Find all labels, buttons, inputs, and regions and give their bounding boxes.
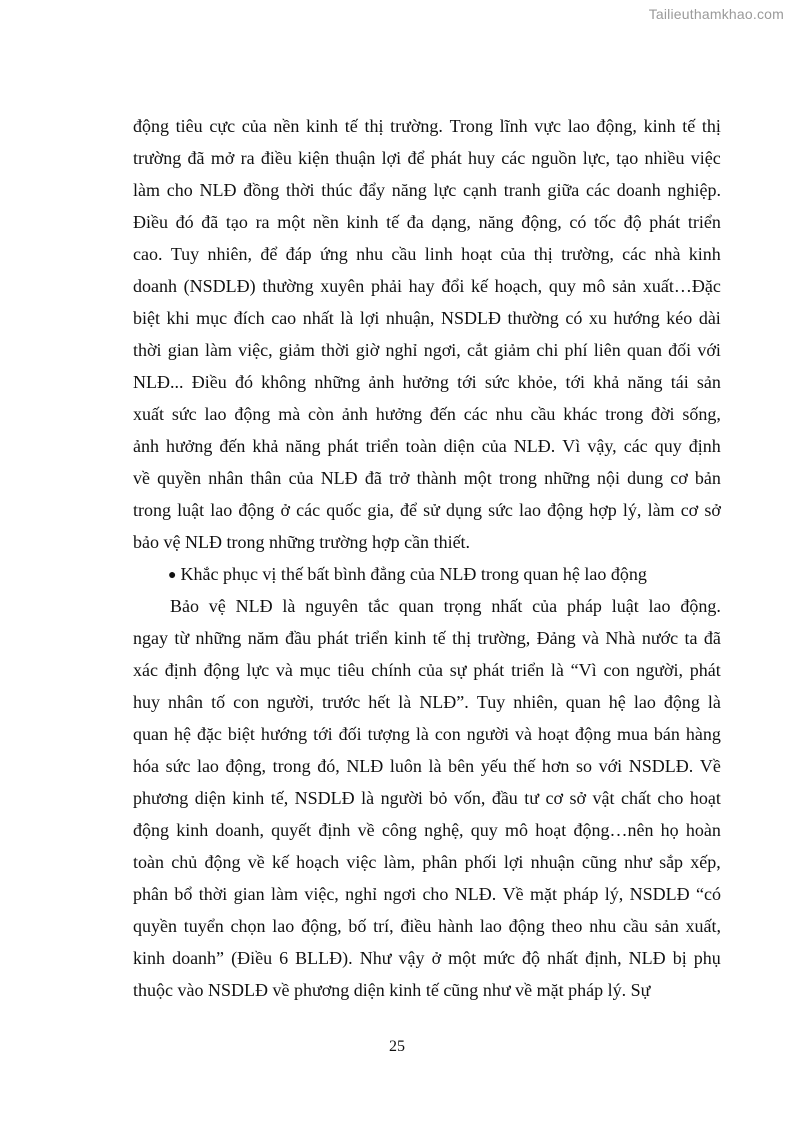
text-line: Điều đó đã tạo ra một nền kinh tế đa dạng, năng động, có tốc độ phát triển (133, 212, 721, 232)
text-line: phương diện kinh tế, NSDLĐ là người bỏ vốn, đầu tư cơ sở vật chất cho hoạt (133, 788, 721, 808)
text-line: quyền tuyển chọn lao động, bố trí, điều hành lao động theo nhu cầu sản xuất, (133, 916, 721, 936)
document-body (133, 113, 721, 1009)
text-line: trường đã mở ra điều kiện thuận lợi để phát huy các nguồn lực, tạo nhiều việc (133, 148, 721, 168)
text-line: kinh doanh” (Điều 6 BLLĐ). Như vậy ở một mức độ nhất định, NLĐ bị phụ (133, 948, 721, 968)
text-line: quan hệ đặc biệt hướng tới đối tượng là con người và hoạt động mua bán hàng (133, 724, 721, 744)
text-line: ảnh hưởng đến khả năng phát triển toàn diện của NLĐ. Vì vậy, các quy định (133, 436, 721, 456)
text-line: Bảo vệ NLĐ là nguyên tắc quan trọng nhất của pháp luật lao động. (170, 596, 721, 616)
bullet-heading (133, 561, 721, 593)
text-line: hóa sức lao động, trong đó, NLĐ luôn là bên yếu thế hơn so với NSDLĐ. Về (133, 756, 721, 776)
text-line: xuất sức lao động mà còn ảnh hưởng đến các nhu cầu khác trong đời sống, (133, 404, 721, 424)
text-line: phân bổ thời gian làm việc, nghỉ ngơi cho NLĐ. Về mặt pháp lý, NSDLĐ “có (133, 884, 721, 904)
text-line: về quyền nhân thân của NLĐ đã trở thành một trong những nội dung cơ bản (133, 468, 721, 488)
page-number: 25 (389, 1038, 405, 1055)
text-line: cao. Tuy nhiên, để đáp ứng nhu cầu linh hoạt của thị trường, các nhà kinh (133, 244, 721, 264)
text-line: NLĐ... Điều đó không những ảnh hưởng tới sức khỏe, tới khả năng tái sản (133, 372, 721, 392)
bullet-icon: ● (168, 568, 177, 583)
text-line: thời gian làm việc, giảm thời giờ nghỉ ngơi, cắt giảm chi phí liên quan đối với (133, 340, 721, 360)
text-line: biệt khi mục đích cao nhất là lợi nhuận, NSDLĐ thường có xu hướng kéo dài (133, 308, 721, 328)
text-line: bảo vệ NLĐ trong những trường hợp cần thiết. (133, 532, 471, 552)
text-line: động tiêu cực của nền kinh tế thị trường. Trong lĩnh vực lao động, kinh tế thị (133, 116, 721, 136)
paragraph-1 (133, 113, 721, 561)
text-line: động kinh doanh, quyết định về công nghệ, quy mô hoạt động…nên họ hoàn (133, 820, 721, 840)
text-line: xác định động lực và mục tiêu chính của sự phát triển là “Vì con người, phát (133, 660, 721, 680)
text-line: trong luật lao động ở các quốc gia, để sử dụng sức lao động hợp lý, làm cơ sở (133, 500, 721, 520)
text-line: toàn chủ động về kế hoạch việc làm, phân phối lợi nhuận cũng như sắp xếp, (133, 852, 721, 872)
text-line: làm cho NLĐ đồng thời thúc đẩy năng lực cạnh tranh giữa các doanh nghiệp. (133, 180, 721, 200)
text-line: doanh (NSDLĐ) thường xuyên phải hay đổi kế hoạch, quy mô sản xuất…Đặc (133, 276, 721, 296)
watermark-text: Tailieuthamkhao.com (648, 6, 784, 22)
paragraph-2 (133, 593, 721, 1009)
text-line: huy nhân tố con người, trước hết là NLĐ”. Tuy nhiên, quan hệ lao động là (133, 692, 721, 712)
text-line: thuộc vào NSDLĐ về phương diện kinh tế cũng như về mặt pháp lý. Sự (133, 980, 651, 1000)
bullet-heading-text: Khắc phục vị thế bất bình đẳng của NLĐ trong quan hệ lao động (180, 564, 647, 584)
text-line: ngay từ những năm đầu phát triển kinh tế thị trường, Đảng và Nhà nước ta đã (133, 628, 721, 648)
